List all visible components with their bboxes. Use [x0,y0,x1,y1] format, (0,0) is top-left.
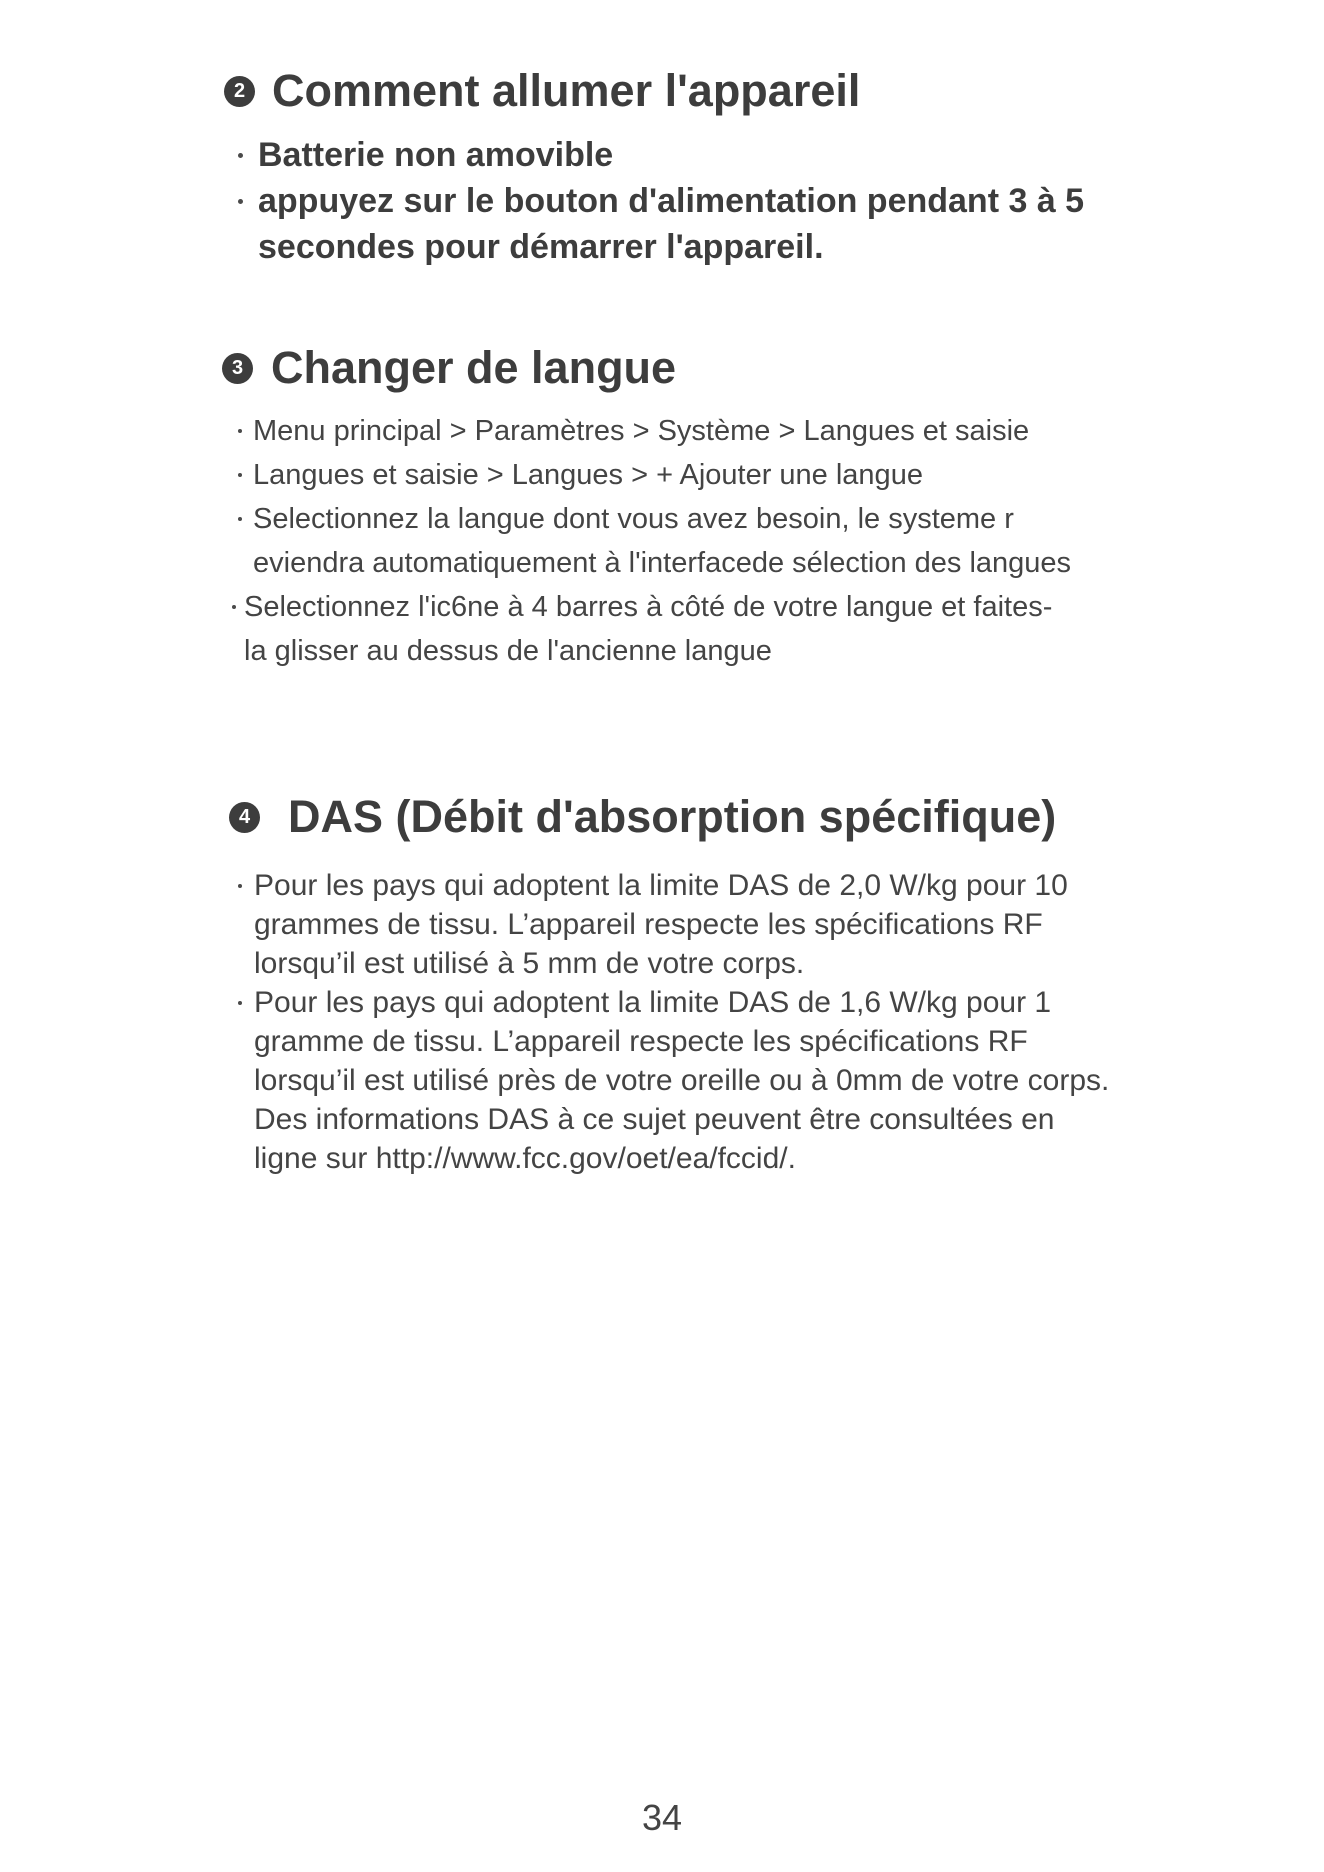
list-item-text: Langues et saisie > Langues > + Ajouter une langue [253,459,923,491]
bullet-icon [238,199,243,204]
list-item-text: appuyez sur le bouton d'alimentation pendant 3 à 5 secondes pour démarrer l'appareil. [258,182,1085,266]
list-item [0,585,1064,673]
section-change-language [0,339,1324,673]
list-item [0,497,1093,585]
list-item-text: Batterie non amovible [258,136,614,174]
number-3-icon: 3 [222,353,253,384]
list-item-text: Pour les pays qui adoptent la limite DAS de 2,0 W/kg pour 10 grammes de tissu. L’appareil respecte les spécifications RF lorsqu’il est utilisé à 5 mm de votre corps. [254,869,1068,980]
page-number: 34 [641,1797,683,1838]
bullet-list [0,409,1324,673]
section-heading [229,788,1324,846]
section-title: Changer de langue [271,342,677,393]
list-item-text: Selectionnez l'ic6ne à 4 barres à côté de votre langue et faites-la glisser au dessus de l'ancienne langue [244,591,1053,667]
list-item [0,983,1114,1178]
bullet-icon [238,473,242,477]
section-heading [222,339,1324,397]
number-4-icon: 4 [229,802,260,833]
bullet-icon [238,153,243,158]
list-item [0,409,1093,453]
list-item [0,178,1118,270]
section-sar [0,788,1324,1178]
list-item [0,132,1118,178]
list-item-text: Selectionnez la langue dont vous avez besoin, le systeme r eviendra automatiquement à l'interfacede sélection des langues [253,503,1072,579]
bullet-list [0,132,1324,270]
list-item [0,866,1114,983]
list-item-text: Pour les pays qui adoptent la limite DAS de 1,6 W/kg pour 1 gramme de tissu. L’appareil respecte les spécifications RF lorsqu’il est utilisé près de votre oreille ou à 0mm de votre corps. Des informations DAS à ce sujet peuvent être consultées en ligne sur http://www.fcc.gov/oet/ea/fccid/. [254,986,1110,1175]
section-title: DAS (Débit d'absorption spécifique) [288,791,1057,842]
bullet-icon [238,429,242,433]
section-heading [224,62,1324,120]
bullet-icon [238,884,242,888]
bullet-icon [238,1001,242,1005]
list-item-text: Menu principal > Paramètres > Système > Langues et saisie [253,415,1030,447]
section-title: Comment allumer l'appareil [272,65,861,116]
bullet-icon [238,517,242,521]
list-item [0,453,1093,497]
number-2-icon: 2 [224,76,255,107]
bullet-list [0,866,1324,1178]
bullet-icon [232,605,236,609]
section-power-on [0,62,1324,270]
